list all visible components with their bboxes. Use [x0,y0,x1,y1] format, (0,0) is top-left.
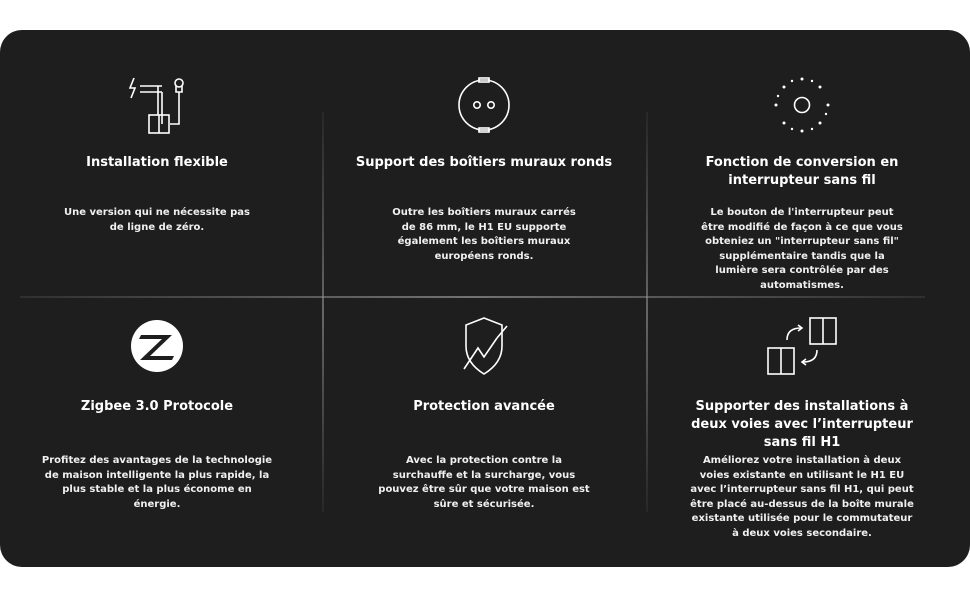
feature-card-protection [354,316,614,536]
round-socket-icon [449,74,519,138]
horizontal-divider [20,296,925,298]
feature-description: Le bouton de l'interrupteur peut être modifié de façon à ce que vous obteniez un "interrupteur sans fil" supplémentaire tandis que la lumière sera contrôlée par des automatismes. [701,207,903,291]
two-way-switch-icon [767,316,837,380]
feature-card-round-boxes [354,74,614,284]
features-panel [0,30,970,567]
feature-title: Installation flexible [86,155,228,170]
feature-description: Avec la protection contre la surchauffe et la surcharge, vous pouvez être sûr que votre maison est sûre et sécurisée. [378,455,590,510]
wireless-switch-icon [767,74,837,138]
feature-description: Une version qui ne nécessite pas de ligne de zéro. [63,207,250,233]
feature-card-zigbee [27,316,287,536]
feature-description: Outre les boîtiers muraux carrés de 86 mm, le H1 EU supporte également les boîtiers muraux européens ronds. [392,207,576,262]
feature-card-installation [27,74,287,284]
shield-protection-icon [449,316,519,380]
feature-description: Profitez des avantages de la technologie de maison intelligente la plus rapide, la plus stable et la plus économe en énergie. [41,455,273,510]
feature-title: Protection avancée [413,399,555,414]
vertical-divider-right [646,112,648,512]
feature-card-wireless-conversion [672,74,932,294]
feature-title: Zigbee 3.0 Protocole [80,399,234,414]
feature-title: Support des boîtiers muraux ronds [355,155,613,170]
feature-title: Fonction de conversion en interrupteur sans fil [705,155,899,188]
feature-description: Améliorez votre installation à deux voies existante en utilisant le H1 EU avec l’interrupteur sans fil H1, qui peut être placé au-dessus de la boîte murale existante utilisée pour le commutateur à deux voies secondaire. [690,455,914,539]
zigbee-logo-icon [122,316,192,380]
vertical-divider-left [322,112,324,512]
wiring-bulb-icon [122,74,192,138]
feature-card-two-way [672,316,932,546]
feature-title: Supporter des installations à deux voies avec l’interrupteur sans fil H1 [691,399,913,450]
